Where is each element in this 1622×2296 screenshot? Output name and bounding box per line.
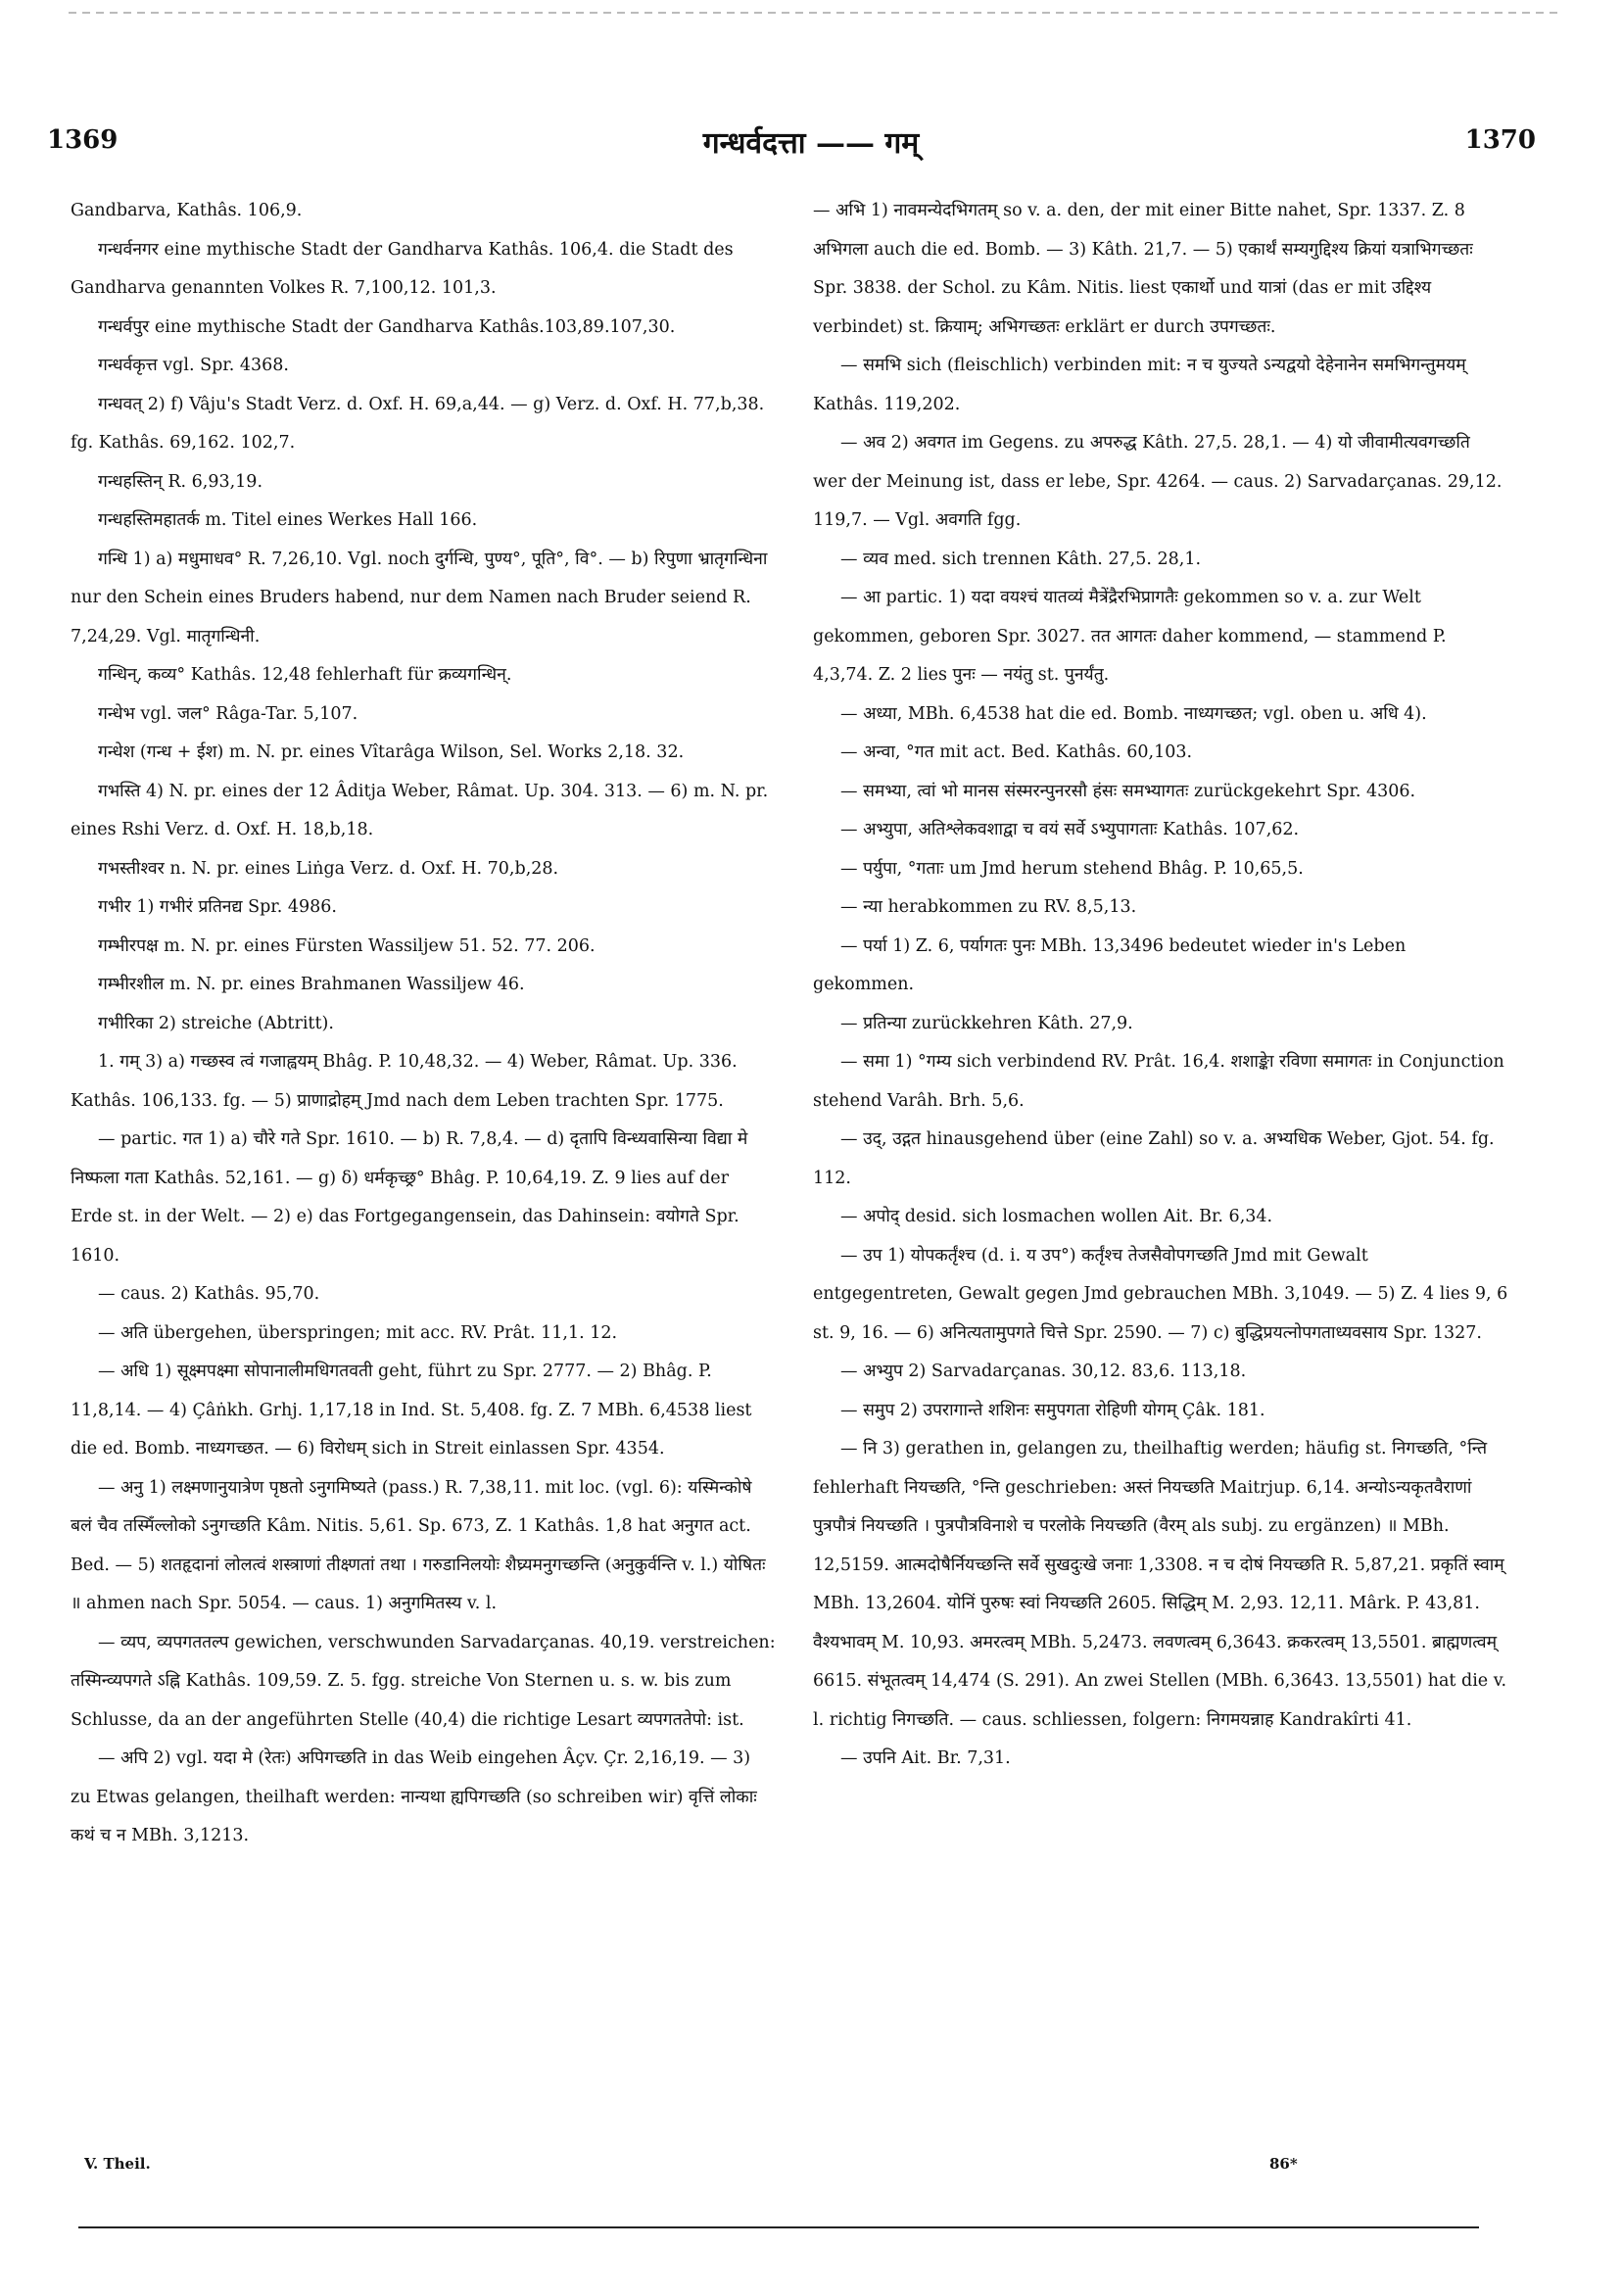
- dictionary-entry: — समुप 2) उपरागान्ते शशिनः समुपगता रोहिणी योगम् Çâk. 181.: [840, 1400, 1265, 1420]
- dictionary-entry: — अति übergehen, überspringen; mit acc. RV. Prât. 11,1. 12.: [98, 1322, 618, 1343]
- dictionary-entry: — व्यप, व्यपगततल्प gewichen, verschwunden Sarvadarçanas. 40,19. verstreichen: तस्मिन्व्यपगते ऽह्नि Kathâs. 109,59. Z. 5. fgg. streiche Von Sternen u. s. w. bis zum Schlusse, da an der angeführten Stelle (40,4) die richtige Lesart व्यपगततेपो: ist.: [71, 1632, 776, 1730]
- dictionary-entry: — समा 1) °गम्य sich verbindend RV. Prât. 16,4. शशाङ्केा रविणा समागतः in Conjunction stehend Varâh. Brh. 5,6.: [813, 1052, 1504, 1111]
- dictionary-entry: गन्धेभ vgl. जल° Râga-Tar. 5,107.: [98, 703, 358, 724]
- dictionary-entry: Gandbarva, Kathâs. 106,9.: [71, 201, 303, 220]
- left-column: [71, 192, 776, 1856]
- dictionary-entry: गन्धहस्तिमहातर्क m. Titel eines Werkes Hall 166.: [98, 510, 478, 530]
- dictionary-entry: — उद्, उद्गत hinausgehend über (eine Zahl) so v. a. अभ्यधिक Weber, Gjot. 54. fg. 112.: [813, 1129, 1495, 1188]
- dictionary-entry: — समभ्या, त्वां भो मानस संस्मरन्पुनरसौ हंसः समभ्यागतः zurückgekehrt Spr. 4306.: [840, 781, 1416, 801]
- dictionary-entry: — उपनि Ait. Br. 7,31.: [840, 1748, 1011, 1768]
- page-number-right: 1370: [1464, 125, 1536, 155]
- dictionary-entry: — अभ्युपा, अतिश्लेकवशाद्वा च वयं सर्वे ऽभ्युपागताः Kathâs. 107,62.: [840, 820, 1300, 839]
- dictionary-entry: — अव 2) अवगत im Gegens. zu अपरुद्ध Kâth. 27,5. 28,1. — 4) यो जीवामीत्यवगच्छति wer der Meinung ist, dass er lebe, Spr. 4264. — caus. 2) Sarvadarçanas. 29,12. 119,7. — Vgl. अवगति fgg.: [813, 433, 1503, 530]
- right-column: [813, 192, 1508, 1779]
- dictionary-entry: गभीरिका 2) streiche (Abtritt).: [98, 1013, 334, 1033]
- dictionary-entry: — अभ्युप 2) Sarvadarçanas. 30,12. 83,6. 113,18.: [840, 1362, 1247, 1381]
- dictionary-entry: — अपि 2) vgl. यदा मे (रेतः) अपिगच्छति in das Weib eingehen Âçv. Çr. 2,16,19. — 3) zu Etwas gelangen, theilhaft werden: नान्यथा ह्यपिगच्छति (so schreiben wir) वृत्तिं लोकाः कथं च न MBh. 3,1213.: [71, 1748, 757, 1845]
- dictionary-entry: 1. गम् 3) a) गच्छस्व त्वं गजाह्वयम् Bhâg. P. 10,48,32. — 4) Weber, Râmat. Up. 336. Kathâs. 106,133. fg. — 5) प्राणाद्रोहम् Jmd nach dem Leben trachten Spr. 1775.: [71, 1052, 738, 1111]
- dictionary-entry: गन्धहस्तिन् R. 6,93,19.: [98, 471, 263, 492]
- dictionary-entry: — आ partic. 1) यदा वयश्चं यातव्यं मैत्रेंद्रैरभिप्रागतैः gekommen so v. a. zur Welt gekommen, geboren Spr. 3027. तत आगतः daher kommend, — stammend P. 4,3,74. Z. 2 lies पुनः — नयंतु st. पुनर्यंतु.: [813, 588, 1447, 685]
- page-number-left: 1369: [47, 125, 119, 155]
- dictionary-entry: गभीर 1) गभीरं प्रतिनद्य Spr. 4986.: [98, 897, 337, 917]
- dictionary-entry: गन्धर्वपुर eine mythische Stadt der Gandharva Kathâs.103,89.107,30.: [98, 316, 676, 337]
- headword-range: गन्धर्वदत्ता —— गम्: [702, 126, 920, 161]
- dictionary-entry: गम्भीरपक्ष m. N. pr. eines Fürsten Wassiljew 51. 52. 77. 206.: [98, 935, 596, 956]
- dictionary-entry: — समभि sich (fleischlich) verbinden mit: न च युज्यते ऽन्यद्वयो देहेनानेन समभिगन्तुमयम् Kathâs. 119,202.: [813, 356, 1466, 414]
- dictionary-entry: — अधि 1) सूक्ष्मपक्ष्मा सोपानालीमधिगतवती geht, führt zu Spr. 2777. — 2) Bhâg. P. 11,8,14. — 4) Çâṅkh. Grhj. 1,17,18 in Ind. St. 5,408. fg. Z. 7 MBh. 6,4538 liest die ed. Bomb. नाध्यगच्छत. — 6) विरोधम् sich in Streit einlassen Spr. 4354.: [71, 1362, 752, 1459]
- dictionary-entry: — पर्युपा, °गताः um Jmd herum stehend Bhâg. P. 10,65,5.: [840, 858, 1304, 879]
- signature-mark: 86*: [1269, 2155, 1298, 2173]
- dictionary-entry: गन्धर्वनगर eine mythische Stadt der Gandharva Kathâs. 106,4. die Stadt des Gandharva genannten Volkes R. 7,100,12. 101,3.: [71, 239, 734, 298]
- dictionary-entry: गन्धेश (गन्ध + ईश) m. N. pr. eines Vîtarâga Wilson, Sel. Works 2,18. 32.: [98, 742, 685, 762]
- dictionary-entry: — उप 1) योपकर्तृंश्च (d. i. य उप°) कर्तृंश्च तेजसैवोपगच्छति Jmd mit Gewalt entgegentreten, Gewalt gegen Jmd gebrauchen MBh. 3,1049. — 5) Z. 4 lies 9, 6 st. 9, 16. — 6) अनित्यतामुपगते चित्ते Spr. 2590. — 7) c) बुद्धिप्रयत्नोपगताध्यवसाय Spr. 1327.: [813, 1245, 1508, 1343]
- scan-edge-artifact: [69, 12, 1557, 14]
- bottom-rule: [78, 2226, 1479, 2228]
- dictionary-entry: — अभि 1) नावमन्येदभिगतम् so v. a. den, der mit einer Bitte nahet, Spr. 1337. Z. 8 अभिगला auch die ed. Bomb. — 3) Kâth. 21,7. — 5) एकार्थं सम्यगुद्दिश्य क्रियां यत्राभिगच्छतः Spr. 3838. der Schol. zu Kâm. Nitis. liest एकार्थो und यात्रां (das er mit उद्दिश्य verbindet) st. क्रियाम्; अभिगच्छतः erklärt er durch उपगच्छतः.: [813, 201, 1473, 337]
- dictionary-entry: — नि 3) gerathen in, gelangen zu, theilhaftig werden; häufig st. निगच्छति, °न्ति fehlerhaft नियच्छति, °न्ति geschrieben: अस्तं नियच्छति Maitrjup. 6,14. अन्योऽन्यकृतवैराणां पुत्रपौत्रं नियच्छति । पुत्रपौत्रविनाशे च परलोके नियच्छति (वैरम् als subj. zu ergänzen) ॥ MBh. 12,5159. आत्मदोषैर्नियच्छन्ति सर्वे सुखदुःखे जनाः 1,3308. न च दोषं नियच्छति R. 5,87,21. प्रकृतिं स्वाम् MBh. 13,2604. योनिं पुरुषः स्वां नियच्छति 2605. सिद्धिम् M. 2,93. 12,11. Mârk. P. 43,81. वैश्यभावम् M. 10,93. अमरत्वम् MBh. 5,2473. लवणत्वम् 6,3643. क्रकरत्वम् 13,5501. ब्राह्मणत्वम् 6615. संभूतत्वम् 14,474 (S. 291). An zwei Stellen (MBh. 6,3643. 13,5501) hat die v. l. richtig निगच्छति. — caus. schliessen, folgern: निगमयन्नाह Kandrakîrti 41.: [813, 1439, 1507, 1730]
- dictionary-entry: — प्रतिन्या zurückkehren Kâth. 27,9.: [840, 1013, 1133, 1033]
- dictionary-entry: — partic. गत 1) a) चौरे गते Spr. 1610. — b) R. 7,8,4. — d) दृतापि विन्ध्यवासिन्या विद्या मे निष्फला गता Kathâs. 52,161. — g) δ) धर्मकृच्छ्र° Bhâg. P. 10,64,19. Z. 9 lies auf der Erde st. in der Welt. — 2) e) das Fortgegangensein, das Dahinsein: वयोगते Spr. 1610.: [71, 1129, 748, 1266]
- dictionary-entry: गन्धिन्, कव्य° Kathâs. 12,48 fehlerhaft für क्रव्यगन्धिन्.: [98, 665, 512, 685]
- dictionary-entry: गन्धि 1) a) मधुमाधव° R. 7,26,10. Vgl. noch दुर्गन्धि, पुण्य°, पूति°, वि°. — b) रिपुणा भ्रातृगन्धिना nur den Schein eines Bruders habend, nur dem Namen nach Bruder seiend R. 7,24,29. Vgl. मातृगन्धिनी.: [71, 549, 768, 646]
- dictionary-entry: — caus. 2) Kathâs. 95,70.: [98, 1284, 320, 1304]
- dictionary-entry: गम्भीरशील m. N. pr. eines Brahmanen Wassiljew 46.: [98, 975, 525, 994]
- dictionary-entry: — न्या herabkommen zu RV. 8,5,13.: [840, 897, 1137, 917]
- dictionary-entry: गन्धवत् 2) f) Vâju's Stadt Verz. d. Oxf. H. 69,a,44. — g) Verz. d. Oxf. H. 77,b,38. fg. Kathâs. 69,162. 102,7.: [71, 394, 765, 453]
- dictionary-entry: गभस्तीश्वर n. N. pr. eines Liṅga Verz. d. Oxf. H. 70,b,28.: [98, 858, 559, 879]
- dictionary-entry: — अपोद् desid. sich losmachen wollen Ait. Br. 6,34.: [840, 1207, 1273, 1226]
- dictionary-entry: — अन्वा, °गत mit act. Bed. Kathâs. 60,103.: [840, 742, 1193, 762]
- page-header: [47, 125, 1575, 168]
- dictionary-entry: गन्धर्वकृत्त vgl. Spr. 4368.: [98, 356, 289, 375]
- dictionary-entry: — व्यव med. sich trennen Kâth. 27,5. 28,1.: [840, 549, 1202, 569]
- dictionary-entry: — अनु 1) लक्ष्मणानुयात्रेण पृष्ठतो ऽनुगमिष्यते (pass.) R. 7,38,11. mit loc. (vgl. 6): यस्मिन्कोषे बलं चैव तस्मिँल्लोको ऽनुगच्छति Kâm. Nitis. 5,61. Sp. 673, Z. 1 Kathâs. 1,8 hat अनुगत act. Bed. — 5) शतहृदानां लोलत्वं शस्त्राणां तीक्ष्णतां तथा । गरुडानिलयोः शैघ्र्यमनुगच्छन्ति (अनुकुर्वन्ति v. l.) योषितः ॥ ahmen nach Spr. 5054. — caus. 1) अनुगमितस्य v. l.: [71, 1477, 766, 1613]
- dictionary-entry: — अध्या, MBh. 6,4538 hat die ed. Bomb. नाध्यगच्छत; vgl. oben u. अधि 4).: [840, 703, 1427, 724]
- dictionary-entry: गभस्ति 4) N. pr. eines der 12 Âditja Weber, Râmat. Up. 304. 313. — 6) m. N. pr. eines Rshi Verz. d. Oxf. H. 18,b,18.: [71, 781, 769, 839]
- volume-label: V. Theil.: [84, 2155, 151, 2173]
- dictionary-entry: — पर्या 1) Z. 6, पर्यागतः पुनः MBh. 13,3496 bedeutet wieder in's Leben gekommen.: [813, 935, 1407, 994]
